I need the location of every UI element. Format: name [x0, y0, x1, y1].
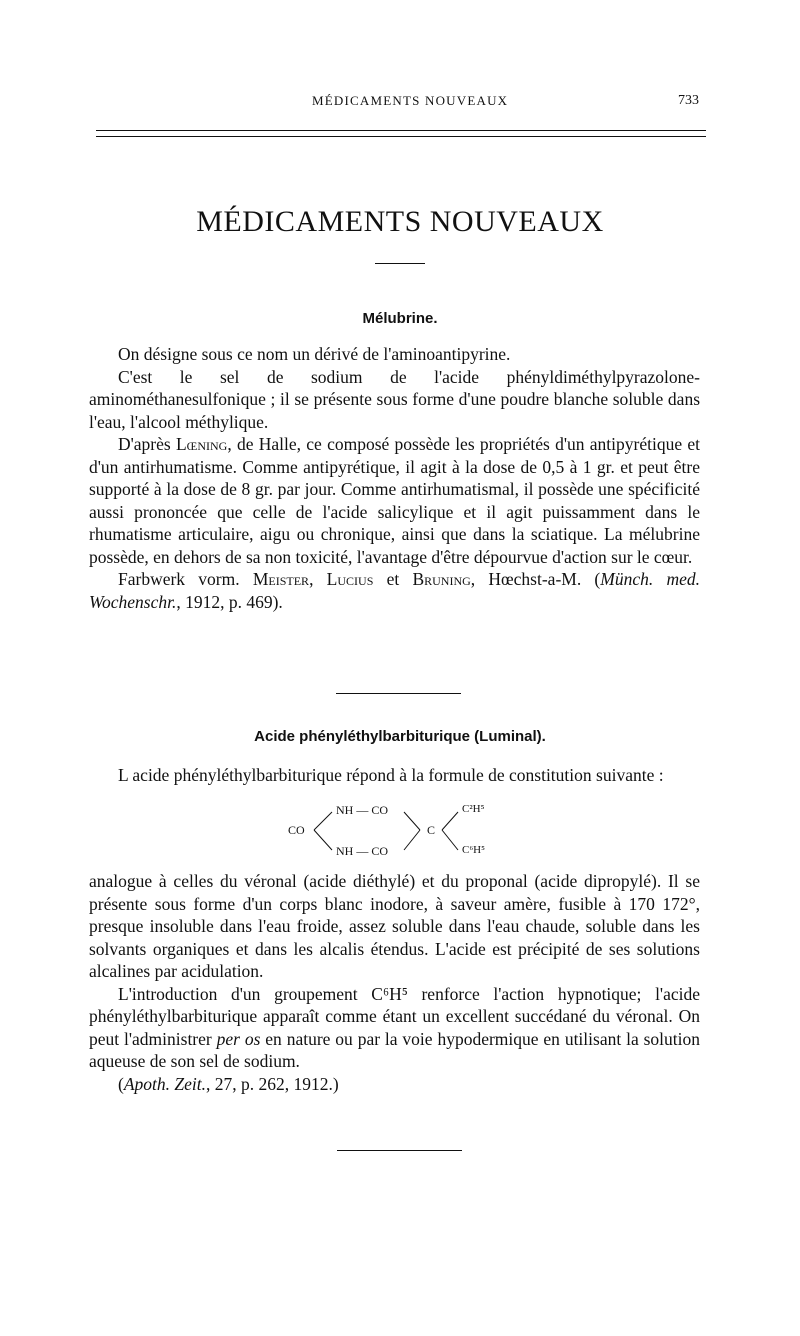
- formula-left: CO: [288, 823, 305, 837]
- italic-text: per os: [216, 1028, 261, 1049]
- paragraph: L acide phényléthylbarbiturique répond à la formule de constitution suivante :: [118, 765, 664, 785]
- page-title: MÉDICAMENTS NOUVEAUX: [196, 205, 604, 238]
- formula-bond-left: [312, 808, 334, 854]
- journal-title: Münch. med. Wochenschr.: [89, 569, 700, 612]
- formula-top-mid: NH — CO: [336, 803, 389, 817]
- reference: [89, 568, 700, 613]
- paragraph: On désigne sous ce nom un dérivé de l'aminoantipyrine.: [118, 344, 511, 364]
- author-name: Bruning: [412, 569, 471, 589]
- header-rule-top: [96, 130, 706, 131]
- text: L'introduction d'un groupement C⁶H⁵ renforce l'action hypnotique; l'acide phényléthylbarbiturique apparaît comme étant un excellent succédané du véronal. On peut l'administrer: [89, 983, 700, 1049]
- section-body-luminal-intro: [89, 764, 700, 787]
- title-divider: [375, 263, 425, 264]
- page-number: 733: [678, 93, 699, 108]
- text: (: [118, 1073, 124, 1094]
- text: , de Halle, ce composé possède les propriétés d'un antipyrétique et d'un antirhumatisme. Comme antipyrétique, il agit à la dose de 0,5 à 1 gr. et peut être supporté à la dose de 8 gr. par jour. Comme antirhumatismal, il possède une spécificité aussi prononcée que celle de l'acide salicylique et il agit puissamment dans le rhumatisme articulaire, aigu ou chronique, ainsi que dans la sciatique. La mélubrine possède, en dehors de sa non toxicité, l'avantage d'être dépourvue d'action sur le cœur.: [89, 434, 701, 567]
- formula-center: C: [427, 823, 436, 837]
- end-divider: [337, 1150, 462, 1151]
- running-title: MÉDICAMENTS NOUVEAUX: [312, 93, 509, 108]
- text: , Hœchst-a-M. (: [470, 569, 601, 589]
- text: en nature ou par la voie hypodermique en utilisant la solution aqueuse de son sel de sodium.: [89, 1028, 701, 1071]
- header-rule-bottom: [96, 136, 706, 137]
- text: Farbwerk vorm.: [118, 569, 253, 589]
- text: et: [373, 569, 413, 589]
- paragraph: [89, 433, 700, 568]
- section-body-luminal: [89, 870, 700, 1095]
- section-heading-melubrine: Mélubrine.: [362, 310, 438, 327]
- paragraph: analogue à celles du véronal (acide diéthylé) et du proponal (acide dipropylé). Il se présente sous forme d'un corps blanc inodore, à saveur amère, fusible à 170 172°, presque insoluble dans l'eau froide, assez soluble dans l'eau chaude, soluble dans les solvants organiques et dans les alcalis étendus. L'acide est précipité de ses solutions alcalines par acidulation.: [89, 871, 700, 981]
- formula-top-right: C²H⁵: [462, 803, 485, 815]
- journal-title: Apoth. Zeit.: [123, 1073, 206, 1094]
- section-divider: [336, 693, 461, 694]
- text: , 27, p. 262, 1912.): [205, 1073, 339, 1094]
- text: , 1912, p. 469).: [176, 591, 283, 612]
- formula-bond-mid: [402, 808, 424, 854]
- section-heading-luminal: Acide phényléthylbarbiturique (Luminal).: [254, 728, 546, 745]
- paragraph: C'est le sel de sodium de l'acide phényldiméthylpyrazolone-aminométhanesulfonique ; il se présente sous forme d'une poudre blanche soluble dans l'eau, l'alcool méthylique.: [89, 366, 700, 432]
- formula-bottom-right: C⁶H⁵: [462, 844, 485, 856]
- text: D'après: [118, 434, 176, 454]
- author-name: Meister: [252, 569, 310, 589]
- formula-bond-right: [438, 808, 460, 854]
- author-name: Lucius: [326, 569, 374, 589]
- section-body-melubrine: [89, 343, 700, 613]
- author-name: Lœning: [175, 434, 228, 454]
- reference: [89, 1073, 700, 1096]
- text: ,: [309, 569, 327, 589]
- paragraph: [89, 983, 700, 1073]
- formula-bottom-mid: NH — CO: [336, 844, 389, 858]
- chemical-formula: [288, 800, 548, 862]
